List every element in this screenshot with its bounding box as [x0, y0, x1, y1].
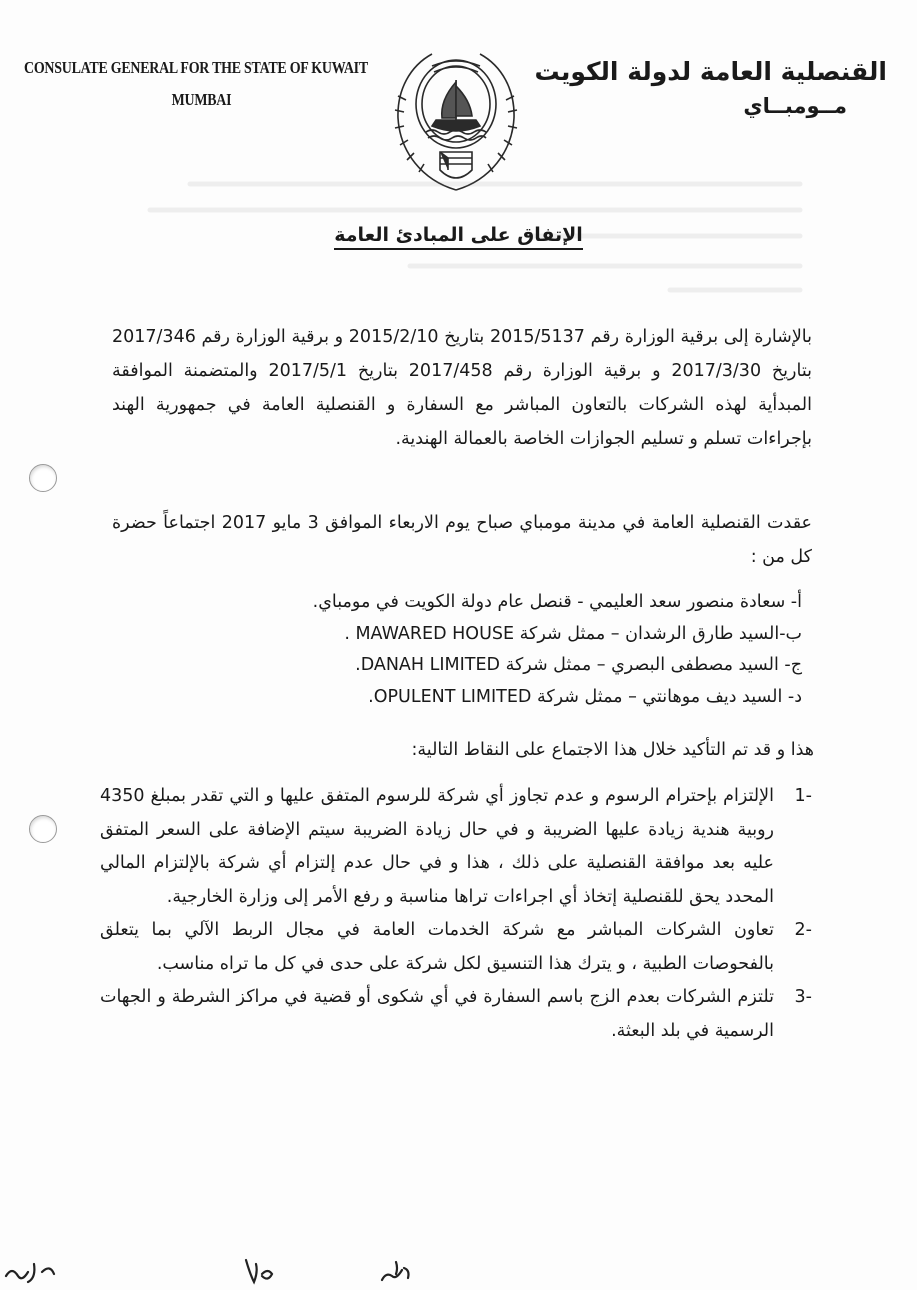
attendee-item: ب-السيد طارق الرشدان – ممثل شركة MAWARED HOUSE .	[344, 623, 802, 644]
punch-hole	[29, 464, 57, 492]
punch-hole	[29, 815, 57, 843]
header-arabic-line2: مــومبــاي	[743, 94, 847, 118]
point-number: 1-	[794, 786, 812, 806]
handwritten-initials	[0, 1250, 917, 1290]
header-english	[24, 52, 368, 116]
points-list	[100, 780, 812, 1048]
header-english-line1: CONSULATE GENERAL FOR THE STATE OF KUWAIT	[24, 58, 368, 77]
intro-paragraph: بالإشارة إلى برقية الوزارة رقم 2015/5137 بتاريخ 2015/2/10 و برقية الوزارة رقم 2017/346 بتاريخ 2017/3/30 و برقية الوزارة رقم 2017/458 بتاريخ 2017/5/1 والمتضمنة الموافقة المبدأية لهذه الشركات بالتعاون المباشر مع السفارة و القنصلية العامة في جمهورية الهند بإجراءات تسلم و تسليم الجوازات الخاصة بالعمالة الهندية.	[112, 327, 813, 449]
meeting-paragraph: عقدت القنصلية العامة في مدينة مومباي صباح يوم الاربعاء الموافق 3 مايو 2017 اجتماعاً حضرة كل من :	[112, 513, 812, 567]
point-item	[100, 981, 812, 1048]
point-number: 2-	[794, 920, 812, 940]
attendee-item: ج- السيد مصطفى البصري – ممثل شركة DANAH LIMITED.	[355, 655, 802, 675]
point-number: 3-	[794, 987, 812, 1007]
header-arabic	[534, 54, 887, 122]
header-english-line2: MUMBAI	[171, 90, 232, 109]
point-item	[100, 914, 812, 981]
attendee-item: د- السيد ديف موهانتي – ممثل شركة OPULENT LIMITED.	[368, 686, 802, 707]
point-text: تلتزم الشركات بعدم الزج باسم السفارة في أي شكوى أو قضية في مراكز الشرطة و الجهات الرسمية في بلد البعثة.	[100, 987, 774, 1041]
document-title	[0, 224, 917, 250]
attendee-item: أ- سعادة منصور سعد العليمي - قنصل عام دولة الكويت في مومباي.	[312, 592, 802, 612]
point-text: تعاون الشركات المباشر مع شركة الخدمات العامة في مجال الربط الآلي بما يتعلق بالفحوصات الطبية ، و يترك هذا التنسيق لكل شركة على حدى في كل ما تراه مناسب.	[100, 920, 774, 974]
header-arabic-line1: القنصلية العامة لدولة الكويت	[534, 57, 887, 86]
document-title-text: الإتفاق على المبادئ العامة	[334, 224, 583, 250]
point-item	[100, 780, 812, 914]
point-text: الإلتزام بإحترام الرسوم و عدم تجاوز أي شركة للرسوم المتفق عليها و التي تقدر بمبلغ 4350 روبية هندية زيادة عليها الضريبة و في حال زيادة الضريبة سيتم الإضافة على السعر المتفق عليه بعد موافقة القنصلية على ذلك ، هذا و في حال عدم إلتزام أي شركة بالإلتزام المالي المحدد يحق للقنصلية إتخاذ أي اجراءات تراها مناسبة و رفع الأمر إلى وزارة الخارجية.	[100, 786, 774, 907]
attendees-list	[112, 587, 802, 713]
points-intro: هذا و قد تم التأكيد خلال هذا الاجتماع على النقاط التالية:	[411, 740, 814, 760]
